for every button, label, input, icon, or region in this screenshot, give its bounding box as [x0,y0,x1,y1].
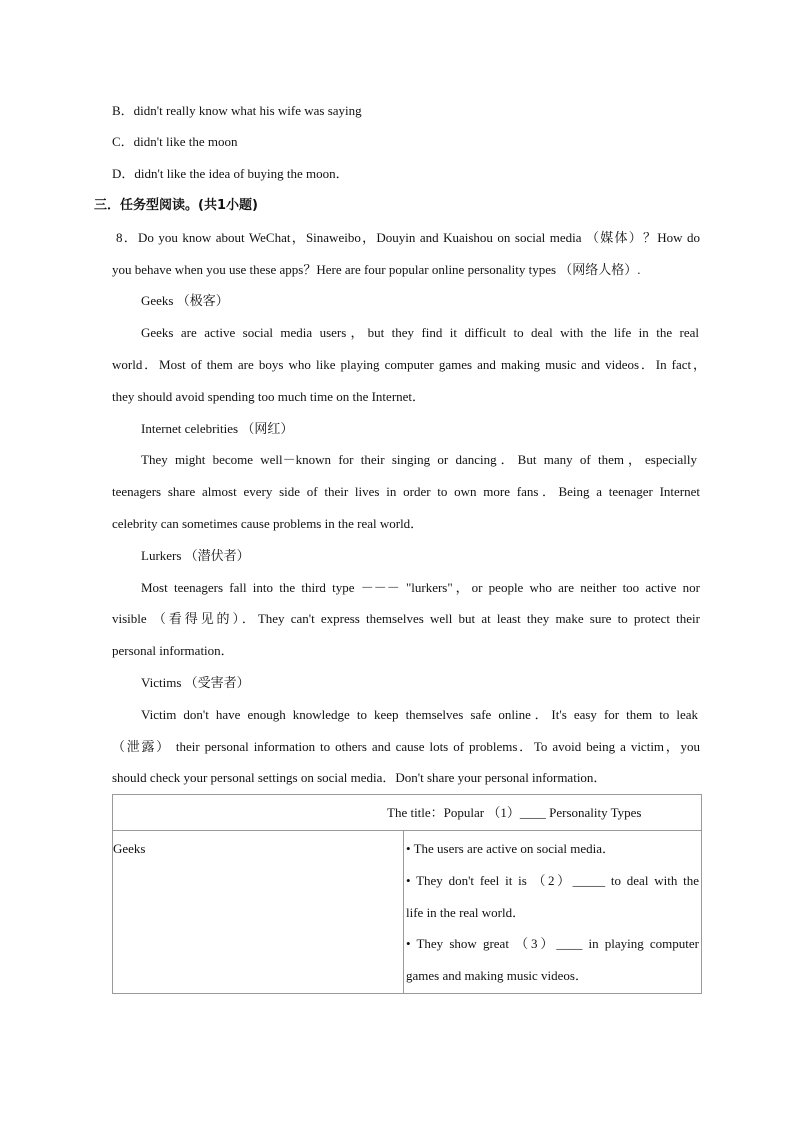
table-title: The title：Popular （1）____ Personality Types [387,805,642,820]
lurkers-heading: Lurkers （潜伏者） [141,548,250,563]
geeks-heading: Geeks （极客） [141,293,229,308]
table-bullet-2: • They don't feel it is （2）_____ to deal with the [406,873,699,888]
option-c: C．didn't like the moon [112,134,238,149]
table-row [113,831,702,994]
lurkers-line-2: visible （看得见的）．They can't express themselves well but at least they make sure to protect their [112,611,700,626]
question-line-1: 8．Do you know about WeChat，Sinaweibo，Douyin and Kuaishou on social media （媒体）？How do [116,230,700,245]
table-bullet-1: • The users are active on social media． [406,841,615,856]
victims-heading: Victims （受害者） [141,675,250,690]
task-table [112,794,702,994]
table-bullet-2-cont: life in the real world． [406,905,526,920]
geeks-line-1: Geeks are active social media users，but they find it difficult to deal with the life in the real [141,325,699,340]
celebrities-line-2: teenagers share almost every side of their lives in order to own more fans．Being a teenager Internet [112,484,700,499]
table-bullet-3: • They show great （3）____ in playing computer [406,936,699,951]
table-title-cell [113,795,702,831]
option-d: D．didn't like the idea of buying the moon． [112,166,349,181]
table-title-row [113,795,702,831]
question-line-2: you behave when you use these apps？Here are four popular online personality types （网络人格）. [112,262,641,277]
celebrities-line-3: celebrity can sometimes cause problems in the real world． [112,516,424,531]
lurkers-line-1: Most teenagers fall into the third type －－－ "lurkers"，or people who are neither too active nor [141,580,700,595]
geeks-line-3: they should avoid spending too much time on the Internet． [112,389,426,404]
victims-line-1: Victim don't have enough knowledge to keep themselves safe online．It's easy for them to leak [141,707,698,722]
celebrities-heading: Internet celebrities （网红） [141,421,294,436]
section-heading: 三．任务型阅读。(共1小题) [94,198,258,213]
table-row-label: Geeks [113,841,146,856]
table-row-label-cell [113,831,404,994]
lurkers-line-3: personal information． [112,643,234,658]
table-bullets-cell [404,831,702,994]
option-b: B．didn't really know what his wife was saying [112,103,362,118]
table-bullet-3-cont: games and making music videos． [406,968,588,983]
victims-line-2: （泄露） their personal information to others and cause lots of problems．To avoid being a victim，you [112,739,700,754]
geeks-line-2: world．Most of them are boys who like playing computer games and making music and videos．In fact， [112,357,706,372]
celebrities-line-1: They might become well－known for their singing or dancing．But many of them，especially [141,452,697,467]
victims-line-3: should check your personal settings on social media．Don't share your personal information． [112,770,607,785]
